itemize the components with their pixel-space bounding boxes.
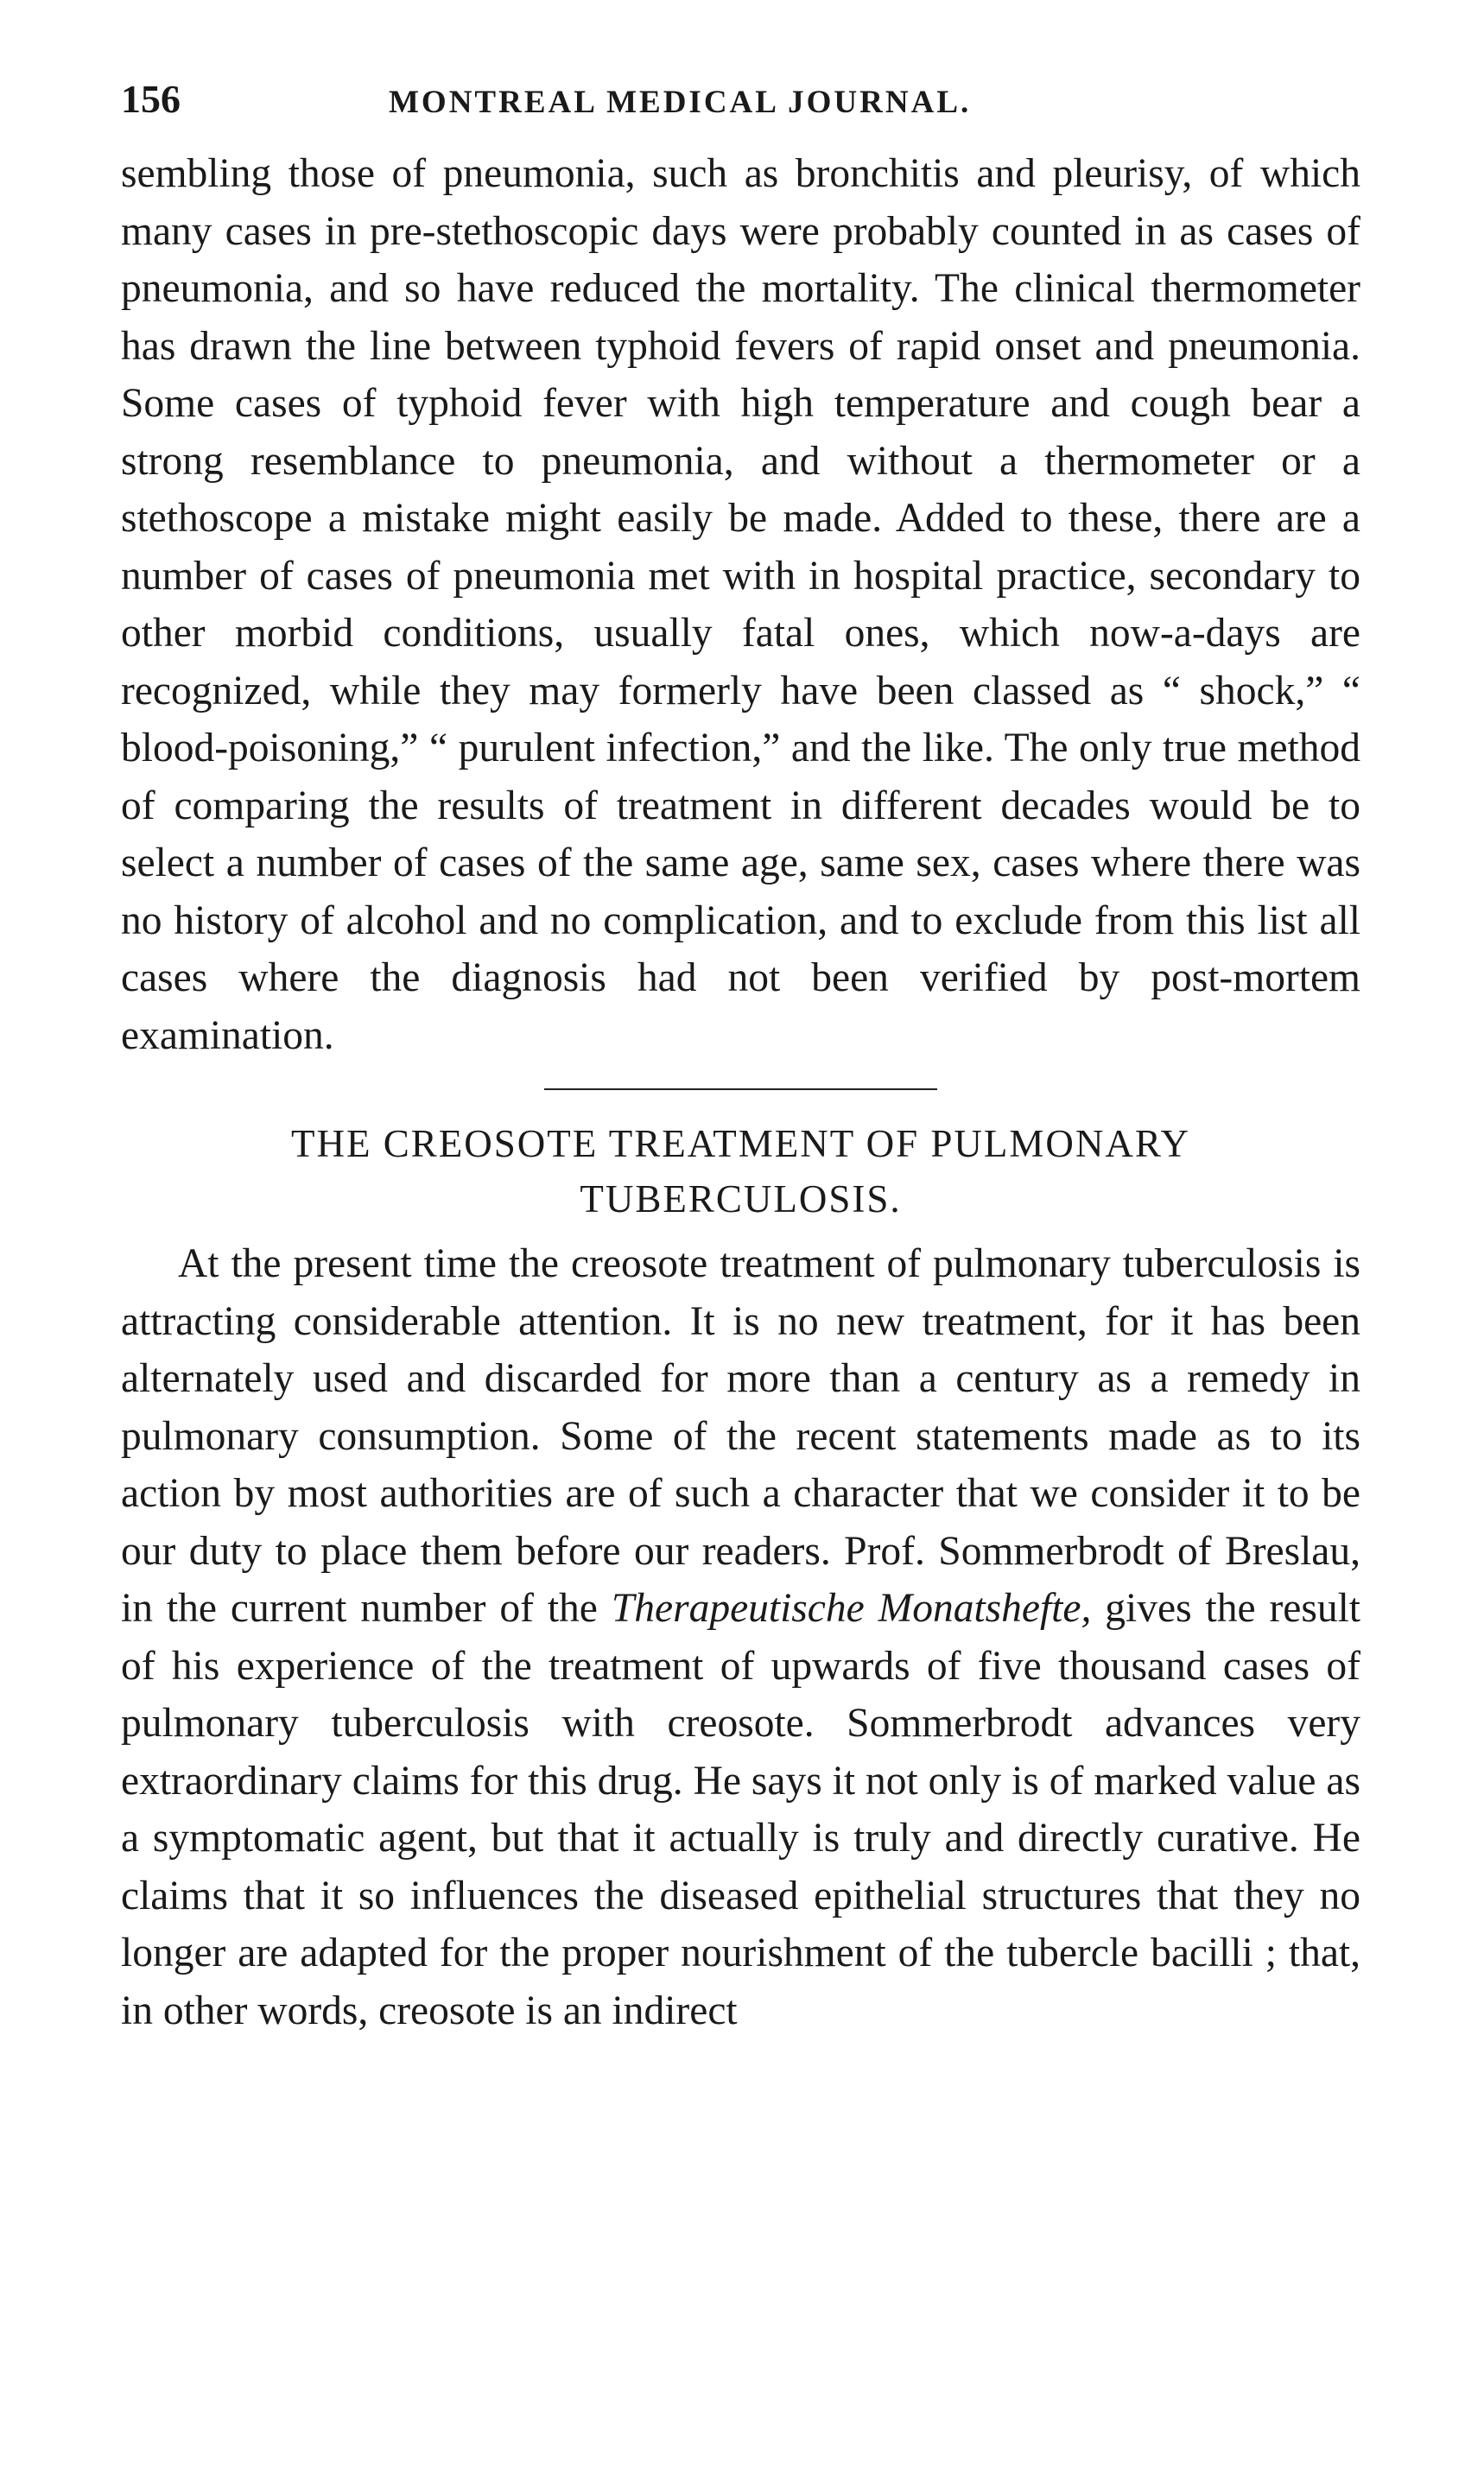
section-paragraph-part-1: At the present time the creosote treatment of pulmonary tuberculosis is attracting considerable attention. It is no new treatment, for it has been alternately used and discarded for more than a century as a remedy in pulmonary consumption. Some of the recent statements made as to its action by most authorities are of such a character that we consider it to be our duty to place them before our readers. Prof. Sommerbrodt of Breslau, in the current number of the <box>121 1241 1360 1631</box>
section-title-line-2: TUBERCULOSIS. <box>580 1177 902 1221</box>
section-title <box>121 1116 1360 1227</box>
divider-rule <box>544 1088 937 1090</box>
section-divider <box>121 1064 1360 1116</box>
section-paragraph <box>121 1235 1360 2039</box>
continued-paragraph: sembling those of pneumonia, such as bronchitis and pleurisy, of which many cases in pre-stethoscopic days were probably counted in as cases of pneumonia, and so have reduced the mortality. The clinical thermometer has drawn the line between typhoid fevers of rapid onset and pneumonia. Some cases of typhoid fever with high temperature and cough bear a strong resemblance to pneumonia, and without a thermometer or a stethoscope a mistake might easily be made. Added to these, there are a number of cases of pneumonia met with in hospital practice, secondary to other morbid conditions, usually fatal ones, which now-a-days are recognized, while they may formerly have been classed as “ shock,” “ blood-poisoning,” “ purulent infection,” and the like. The only true method of comparing the results of treatment in different decades would be to select a number of cases of the same age, same sex, cases where there was no history of alcohol and no complication, and to exclude from this list all cases where the diagnosis had not been verified by post-mortem examination. <box>121 151 1360 1058</box>
page-number: 156 <box>121 77 181 121</box>
journal-name-italic: Therapeutische Monatshefte, <box>611 1586 1092 1631</box>
running-head <box>121 76 1360 136</box>
section-title-line-1: THE CREOSOTE TREATMENT OF PULMONARY <box>291 1122 1190 1165</box>
journal-page <box>121 76 1360 2039</box>
journal-title: MONTREAL MEDICAL JOURNAL. <box>389 85 972 120</box>
section-paragraph-part-2: gives the result of his experience of the treatment of upwards of five thousand cases of pulmonary tuberculosis with creosote. Sommerbrodt advances very extraordinary claims for this drug. He says it not only is of marked value as a symptomatic agent, but that it actually is truly and directly curative. He claims that it so influences the diseased epithelial structures that they no longer are adapted for the proper nourishment of the tubercle bacilli ; that, in other words, creosote is an indirect <box>121 1586 1360 2033</box>
